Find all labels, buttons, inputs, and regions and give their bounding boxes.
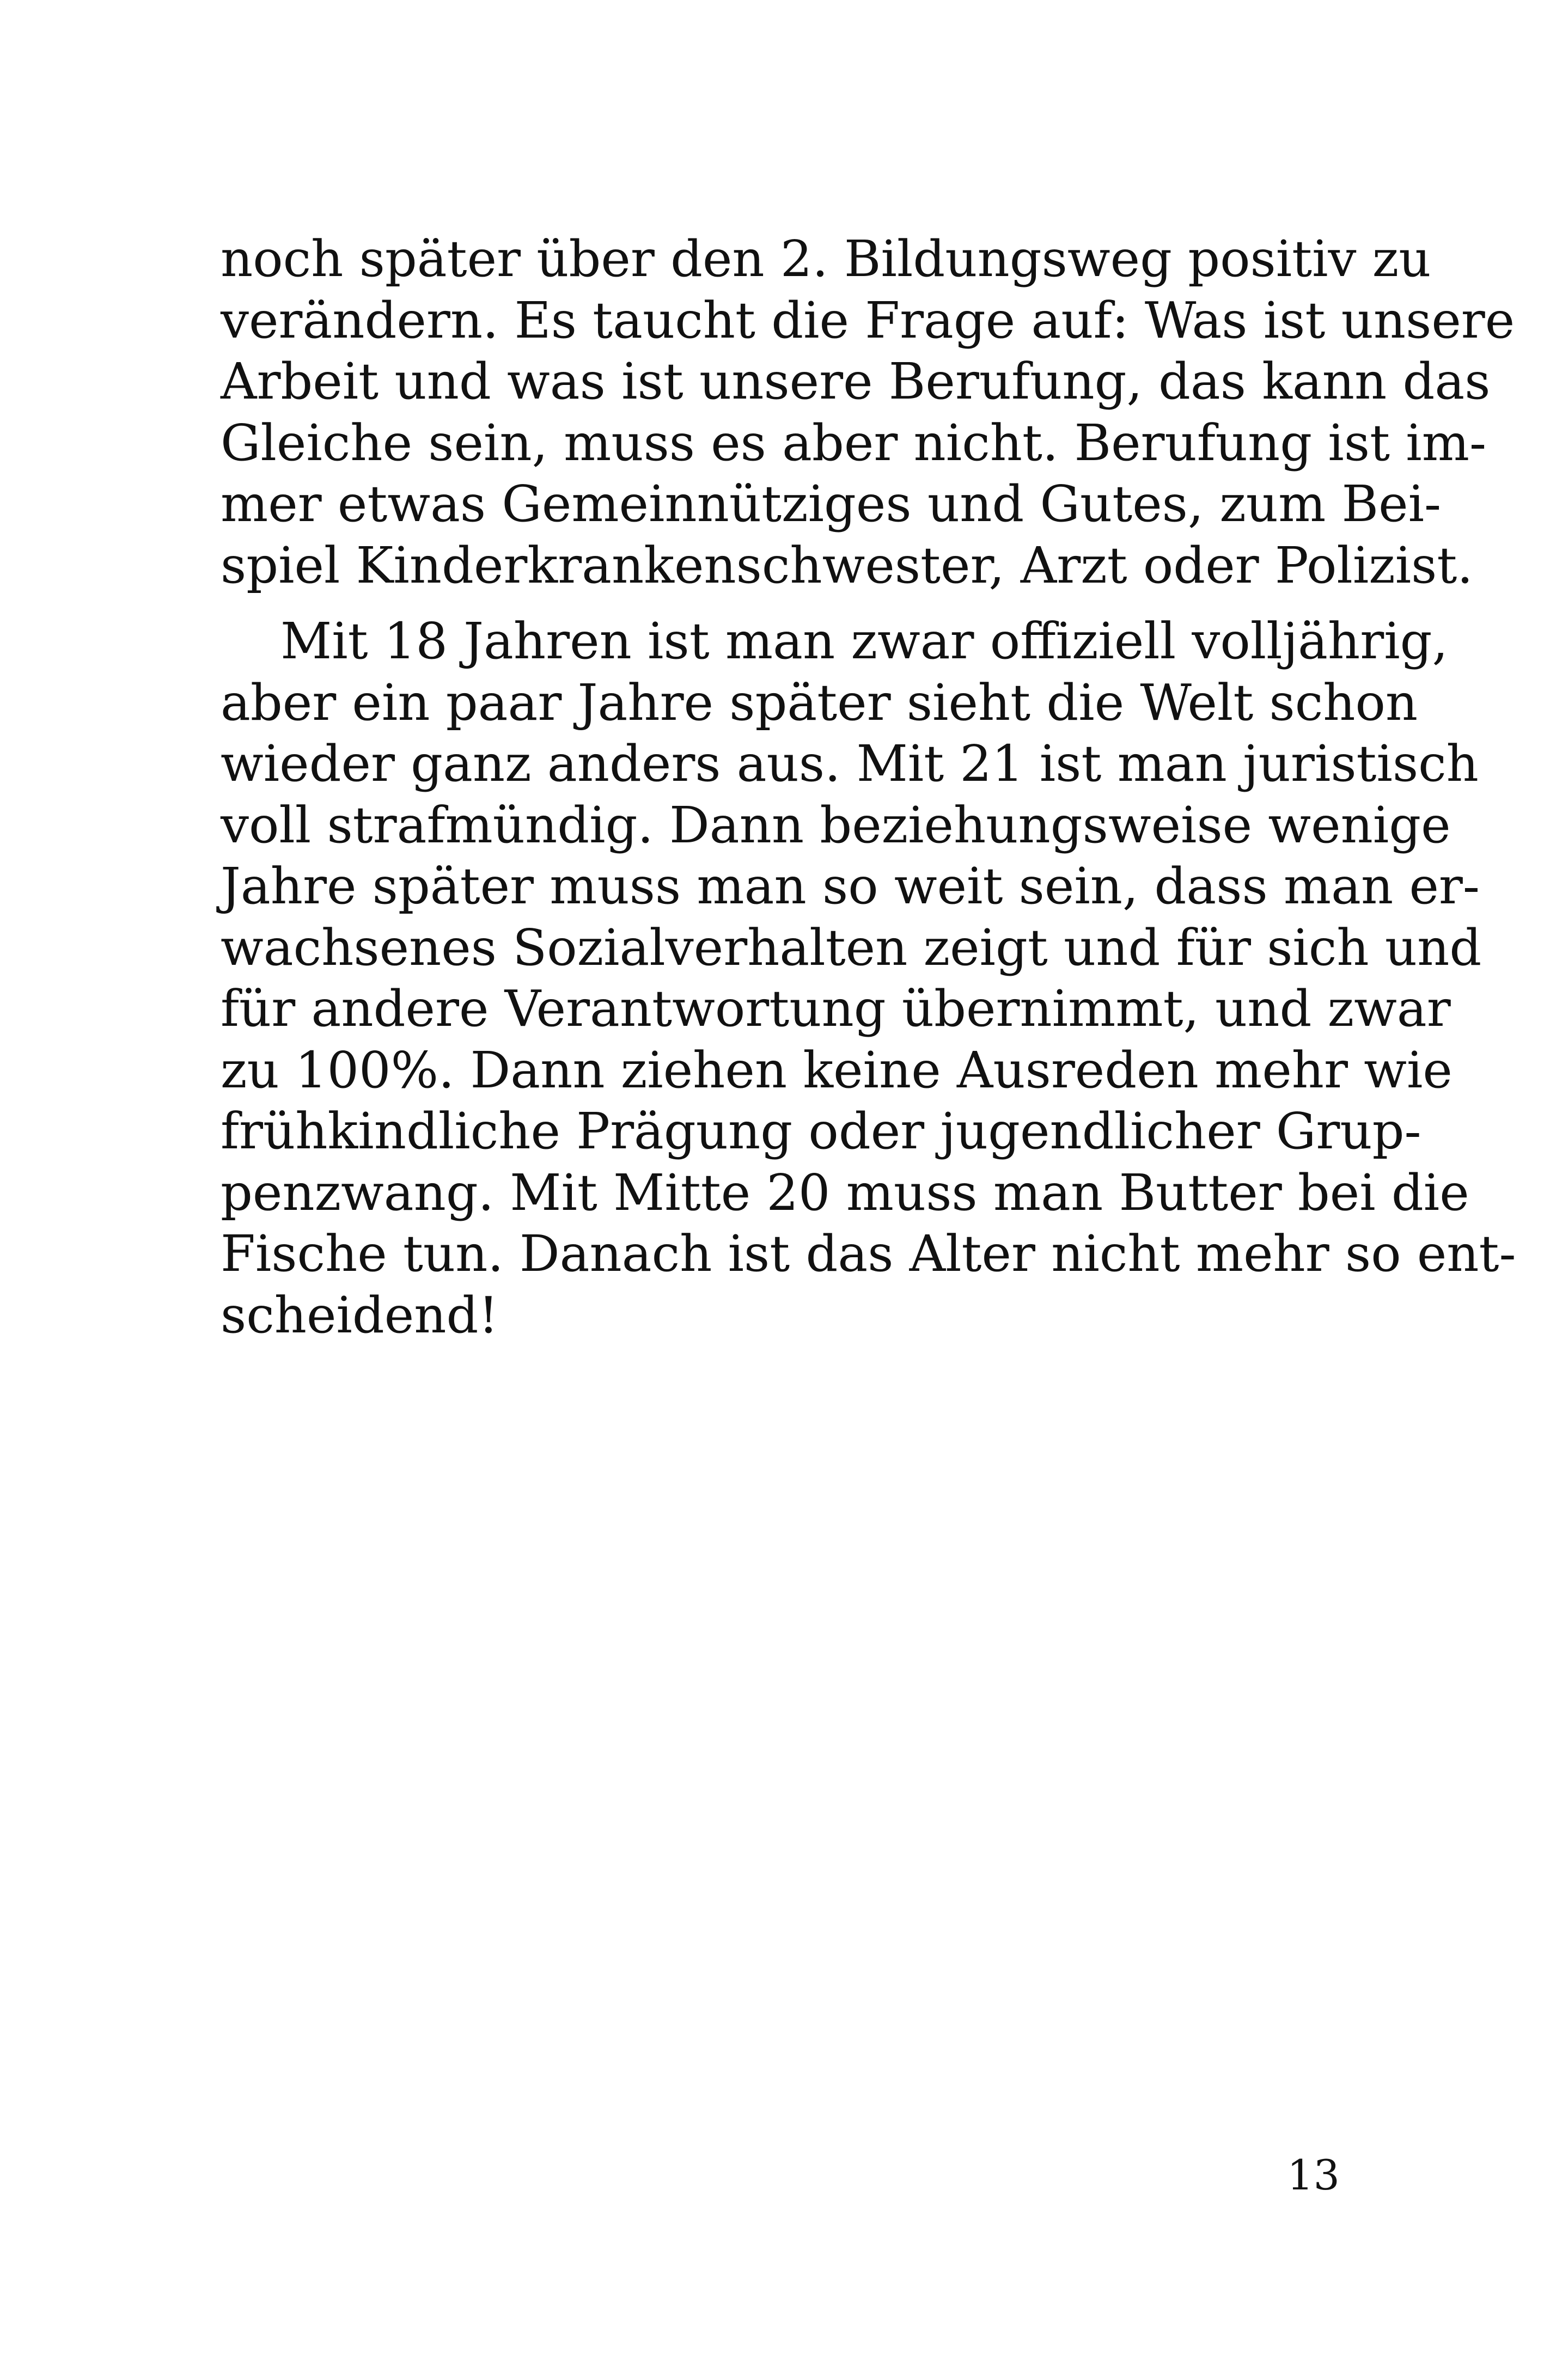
text-line: zu 100%. Dann ziehen keine Ausreden mehr wie [221, 1041, 1453, 1099]
text-line: penzwang. Mit Mitte 20 muss man Butter bei die [221, 1163, 1469, 1222]
body-text [221, 229, 1516, 1346]
text-line: Gleiche sein, muss es aber nicht. Berufung ist im- [221, 413, 1487, 472]
paragraph-2 [221, 611, 1516, 1346]
text-line: wieder ganz anders aus. Mit 21 ist man juristisch [221, 735, 1479, 793]
text-line: für andere Verantwortung übernimmt, und zwar [221, 980, 1451, 1038]
text-line: Fische tun. Danach ist das Alter nicht mehr so ent- [221, 1225, 1516, 1283]
text-line: scheidend! [221, 1286, 499, 1344]
paragraph-spacer [221, 596, 1340, 611]
text-line: aber ein paar Jahre später sieht die Welt schon [221, 673, 1418, 732]
text-line: mer etwas Gemeinnütziges und Gutes, zum Bei- [221, 475, 1442, 533]
text-line: wachsenes Sozialverhalten zeigt und für sich und [221, 918, 1482, 977]
text-line: Arbeit und was ist unsere Berufung, das kann das [221, 352, 1491, 411]
text-line: Jahre später muss man so weit sein, dass man er- [221, 857, 1480, 915]
text-line: voll strafmündig. Dann beziehungsweise wenige [221, 796, 1451, 854]
text-line: Mit 18 Jahren ist man zwar offiziell volljährig, [280, 612, 1448, 670]
text-line: verändern. Es taucht die Frage auf: Was ist unsere [221, 291, 1515, 350]
text-line: spiel Kinderkrankenschwester, Arzt oder Polizist. [221, 536, 1473, 595]
text-line: noch später über den 2. Bildungsweg positiv zu [221, 230, 1431, 288]
text-line: frühkindliche Prägung oder jugendlicher Grup- [221, 1102, 1421, 1160]
page-number: 13 [1287, 2151, 1340, 2199]
paragraph-1 [221, 229, 1515, 596]
